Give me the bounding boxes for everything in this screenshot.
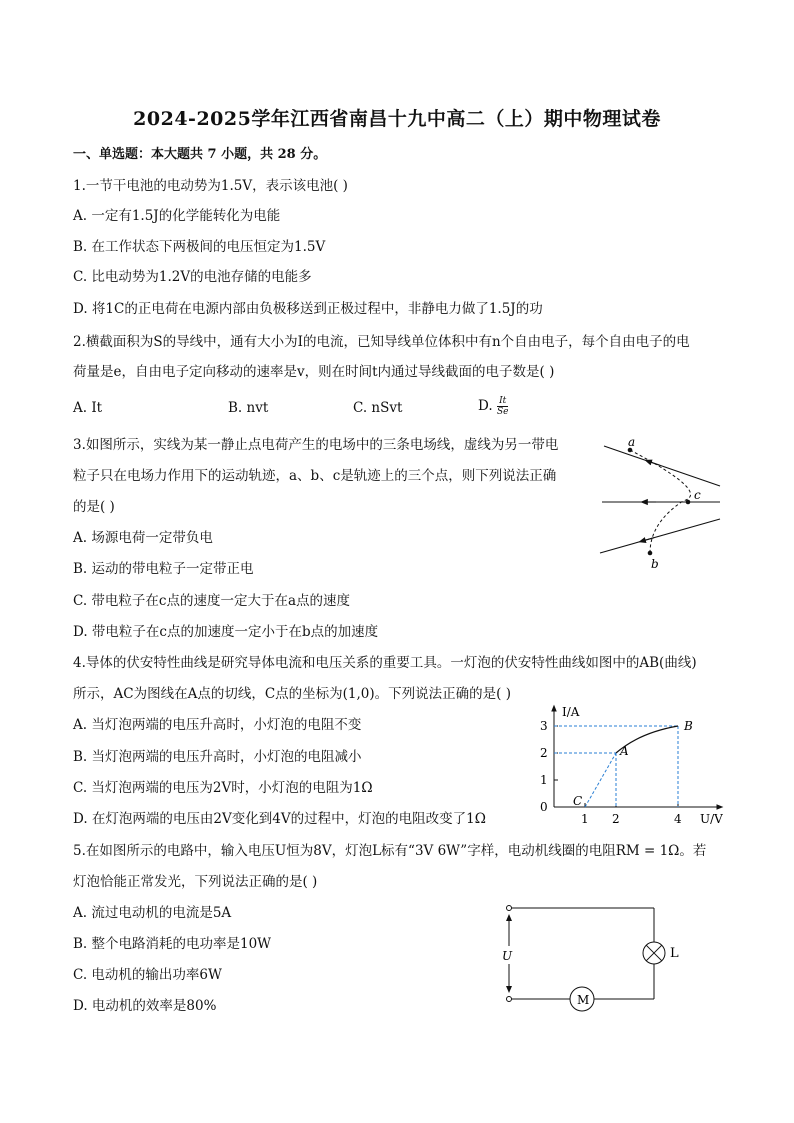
q2-option-a: A. It — [73, 400, 103, 416]
q3-stem-line3: 的是( ) — [73, 499, 115, 515]
q1-option-a: A. 一定有1.5J的化学能转化为电能 — [73, 208, 281, 224]
q1-option-d: D. 将1C的正电荷在电源内部由负极移送到正极过程中，非静电力做了1.5J的功 — [73, 301, 543, 317]
label-l: L — [670, 946, 679, 961]
q3-option-c: C. 带电粒子在c点的速度一定大于在a点的速度 — [73, 593, 351, 609]
y-tick-label: 3 — [540, 719, 548, 733]
q4-option-d: D. 在灯泡两端的电压由2V变化到4V的过程中，灯泡的电阻改变了1Ω — [73, 811, 486, 827]
q3-option-a: A. 场源电荷一定带负电 — [73, 530, 213, 546]
q3-stem-line1: 3.如图所示，实线为某一静止点电荷产生的电场中的三条电场线，虚线为另一带电 — [73, 437, 559, 453]
label-b: b — [651, 557, 659, 571]
q5-option-a: A. 流过电动机的电流是5A — [73, 905, 232, 921]
q5-option-c: C. 电动机的输出功率6W — [73, 967, 222, 983]
q3-stem-line2: 粒子只在电场力作用下的运动轨迹，a、b、c是轨迹上的三个点，则下列说法正确 — [73, 468, 557, 484]
x-axis-label: U/V — [700, 812, 723, 826]
point-c — [686, 500, 691, 505]
q4-stem-line2: 所示，AC为图线在A点的切线，C点的坐标为(1,0)。下列说法正确的是( ) — [73, 686, 511, 702]
q4-stem-line1: 4.导体的伏安特性曲线是研究导体电流和电压关系的重要工具。一灯泡的伏安特性曲线如图中的AB(曲线) — [73, 655, 697, 671]
x-tick-label: 4 — [674, 812, 682, 826]
q4-option-b: B. 当灯泡两端的电压升高时，小灯泡的电阻减小 — [73, 749, 362, 765]
origin-label: 0 — [540, 800, 548, 814]
q3-field-figure — [590, 433, 725, 573]
label-m: M — [577, 993, 590, 1007]
terminal-bottom — [507, 997, 512, 1002]
fraction-denominator: Se — [496, 407, 509, 417]
q1-option-c: C. 比电动势为1.2V的电池存储的电能多 — [73, 269, 312, 285]
point-b — [648, 551, 653, 556]
q3-option-b: B. 运动的带电粒子一定带正电 — [73, 561, 254, 577]
point-label-a: A — [620, 744, 629, 758]
field-line-top — [604, 446, 720, 486]
page-title: 2024-2025学年江西省南昌十九中高二（上）期中物理试卷 — [133, 108, 661, 130]
q4-option-c: C. 当灯泡两端的电压为2V时，小灯泡的电阻为1Ω — [73, 780, 373, 796]
q5-option-d: D. 电动机的效率是80% — [73, 998, 217, 1014]
voltage-arrow-head-down — [506, 986, 512, 993]
q2-stem-line1: 2.横截面积为S的导线中，通有大小为I的电流，已知导线单位体积中有n个自由电子，每个自由电子的电 — [73, 334, 690, 350]
series-ac-tangent — [585, 753, 616, 807]
q3-option-d: D. 带电粒子在c点的加速度一定小于在b点的加速度 — [73, 624, 379, 640]
point-label-b: B — [684, 719, 693, 733]
q5-option-b: B. 整个电路消耗的电功率是10W — [73, 936, 272, 952]
section-heading: 一、单选题：本大题共 7 小题，共 28 分。 — [73, 147, 327, 162]
q2-option-b: B. nvt — [228, 400, 269, 416]
label-a: a — [628, 435, 636, 449]
x-tick-label: 2 — [612, 812, 620, 826]
chart-marks — [540, 719, 693, 826]
q4-option-a: A. 当灯泡两端的电压升高时，小灯泡的电阻不变 — [73, 717, 362, 733]
y-axis-label: I/A — [562, 705, 580, 719]
x-tick-label: 1 — [581, 812, 589, 826]
q1-option-b: B. 在工作状态下两极间的电压恒定为1.5V — [73, 239, 326, 255]
q2-option-d-fraction — [497, 396, 509, 417]
label-c: c — [694, 488, 701, 502]
field-line-top-arrow — [648, 461, 660, 465]
q2-option-c: C. nSvt — [353, 400, 403, 416]
q5-circuit — [490, 898, 690, 1018]
fraction-numerator: It — [497, 396, 509, 407]
label-u: U — [502, 949, 513, 963]
q2-option-d — [478, 396, 508, 417]
q2-stem-line2: 荷量是e，自由电子定向移动的速率是v，则在时间t内通过导线截面的电子数是( ) — [73, 364, 555, 380]
terminal-top — [507, 906, 512, 911]
q1-stem: 1.一节干电池的电动势为1.5V，表示该电池( ) — [73, 178, 348, 194]
y-tick-label: 2 — [540, 746, 548, 760]
voltage-arrow-head-up — [506, 914, 512, 921]
q5-stem-line1: 5.在如图所示的电路中，输入电压U恒为8V，灯泡L标有“3V 6W”字样，电动机线圈的电阻RM = 1Ω。若 — [73, 843, 707, 859]
q5-stem-line2: 灯泡恰能正常发光，下列说法正确的是( ) — [73, 874, 318, 890]
field-line-bottom — [600, 519, 720, 553]
q4-iv-chart — [530, 700, 730, 830]
q2-option-d-prefix: D. — [478, 398, 493, 414]
point-label-c: C — [573, 794, 583, 808]
y-tick-label: 1 — [540, 773, 548, 787]
